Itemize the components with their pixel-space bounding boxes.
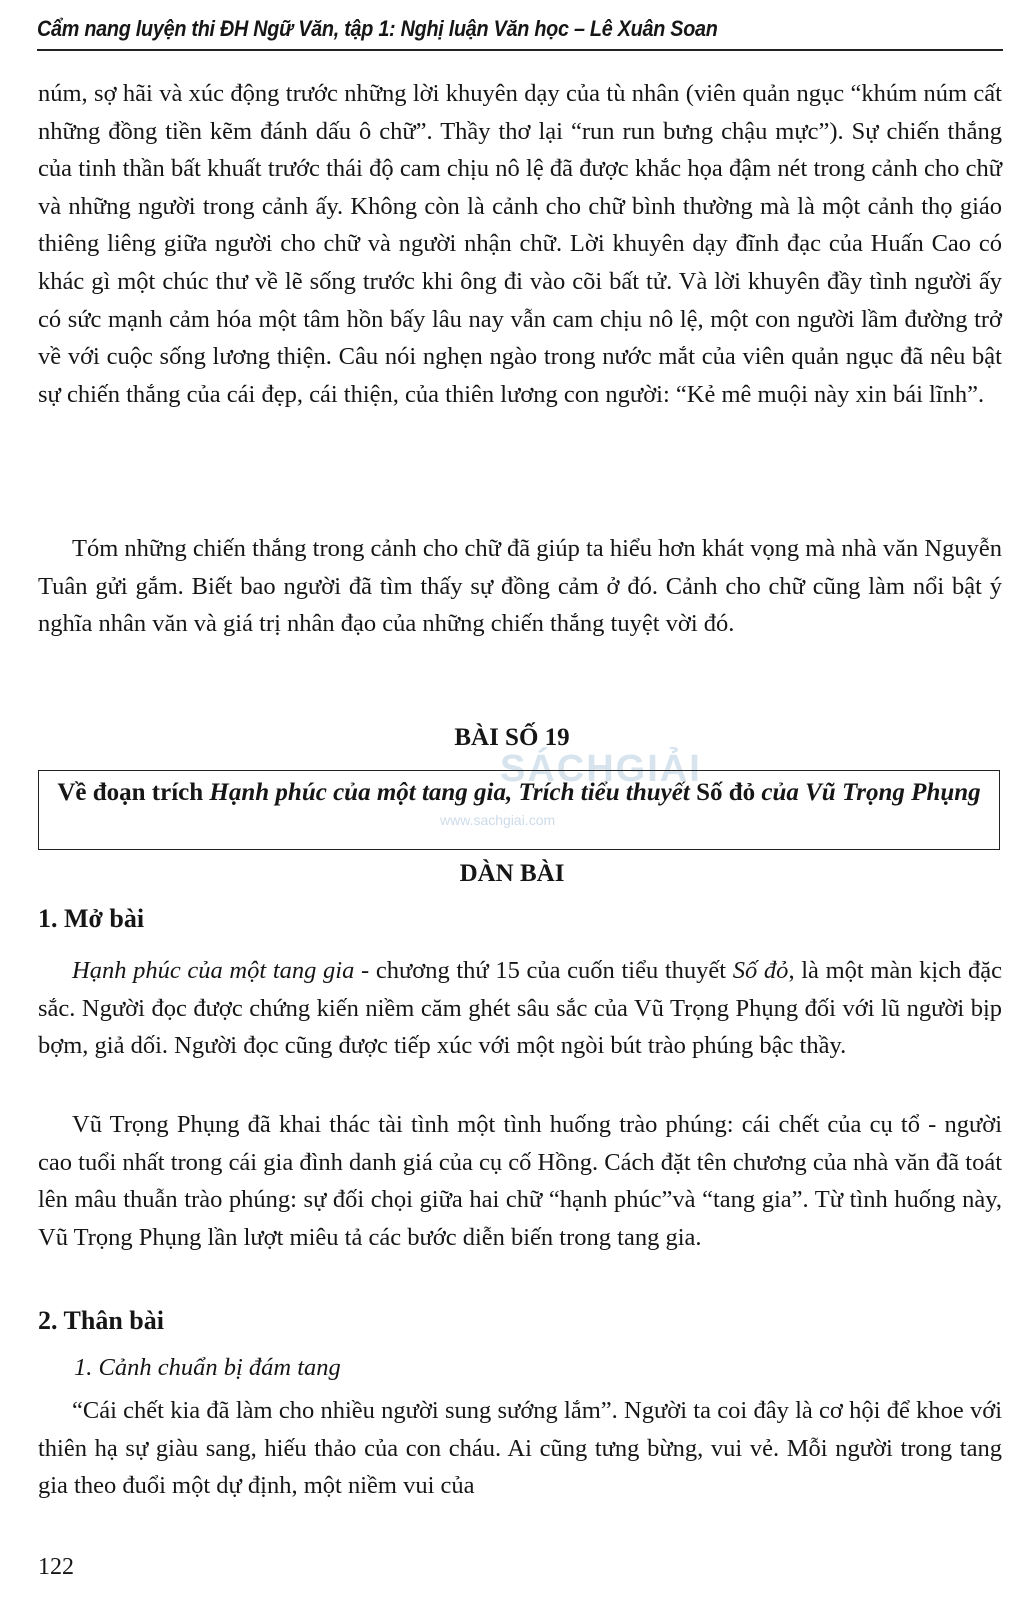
lesson-topic-box — [38, 770, 1000, 850]
subsection-heading: 1. Cảnh chuẩn bị đám tang — [74, 1354, 341, 1381]
topic-work-title: Hạnh phúc của một tang gia, Trích tiểu thuyết — [209, 779, 690, 806]
section-heading-intro: 1. Mở bài — [38, 904, 145, 933]
intro-text-a: - chương thứ 15 của cuốn tiểu thuyết — [354, 957, 733, 984]
watermark-url: www.sachgiai.com — [440, 812, 556, 828]
novel-title: Số đỏ — [732, 957, 789, 984]
paragraph-conclusion: Tóm những chiến thắng trong cảnh cho chữ đã giúp ta hiểu hơn khát vọng mà nhà văn Nguyễn Tuân gửi gắm. Biết bao người đã tìm thấy sự đồng cảm ở đó. Cảnh cho chữ cũng làm nổi bật ý nghĩa nhân văn và giá trị nhân đạo của những chiến thắng tuyệt vời đó. — [38, 535, 1002, 638]
section-heading-body: 2. Thân bài — [38, 1306, 164, 1335]
lesson-title: BÀI SỐ 19 — [454, 724, 570, 751]
paragraph-intro-1 — [38, 952, 1002, 1065]
topic-author: của Vũ Trọng Phụng — [761, 779, 981, 806]
paragraph-intro-2: Vũ Trọng Phụng đã khai thác tài tình một tình huống trào phúng: cái chết của cụ tổ - người cao tuổi nhất trong cái gia đình danh giá của cụ cố Hồng. Cách đặt tên chương của nhà văn đã toát lên mâu thuẫn trào phúng: sự đối chọi giữa hai chữ “hạnh phúc”và “tang gia”. Từ tình huống này, Vũ Trọng Phụng lần lượt miêu tả các bước diễn biến trong tang gia. — [38, 1111, 1002, 1251]
outline-title: DÀN BÀI — [459, 860, 565, 887]
page-number: 122 — [38, 1554, 74, 1580]
topic-prefix: Về đoạn trích — [57, 779, 210, 806]
paragraph-continued: núm, sợ hãi và xúc động trước những lời khuyên dạy của tù nhân (viên quản ngục “khúm núm cất những đồng tiền kẽm đánh dấu ô chữ”. Thầy thơ lại “run run bưng chậu mực”). Sự chiến thắng của tinh thần bất khuất trước thái độ cam chịu nô lệ đã được khắc họa đậm nét trong cảnh cho chữ và những người trong cảnh ấy. Không còn là cảnh cho chữ bình thường mà là một cảnh thọ giáo thiêng liêng giữa người cho chữ và người nhận chữ. Lời khuyên dạy đĩnh đạc của Huấn Cao có khác gì một chúc thư về lẽ sống trước khi ông đi vào cõi bất tử. Và lời khuyên đầy tình người ấy có sức mạnh cảm hóa một tâm hồn bấy lâu nay vẫn cam chịu nô lệ, một con người lầm đường trở về với cuộc sống lương thiện. Câu nói nghẹn ngào trong nước mắt của viên quản ngục đã nêu bật sự chiến thắng của cái đẹp, cái thiện, của thiên lương con người: “Kẻ mê muội này xin bái lĩnh”. — [38, 80, 1002, 408]
work-title: Hạnh phúc của một tang gia — [72, 957, 355, 984]
intro-text-b: , là một màn kịch đặc sắc. Người đọc được chứng kiến niềm căm ghét sâu sắc của Vũ Trọng Phụng đối với lũ người bịp bợm, giả dối. Người đọc cũng được tiếp xúc với một ngòi bút trào phúng bậc thầy. — [38, 957, 1003, 1060]
running-header: Cẩm nang luyện thi ĐH Ngữ Văn, tập 1: Nghị luận Văn học – Lê Xuân Soan — [37, 16, 718, 41]
topic-novel-title: Số đỏ — [689, 779, 762, 806]
paragraph-body-1: “Cái chết kia đã làm cho nhiều người sung sướng lắm”. Người ta coi đây là cơ hội để khoe với thiên hạ sự giàu sang, hiếu thảo của con cháu. Ai cũng tưng bừng, vui vẻ. Mỗi người trong tang gia theo đuổi một dự định, một niềm vui của — [38, 1397, 1002, 1500]
watermark-logo: SÁCHGIẢI — [500, 748, 702, 790]
header-divider — [37, 49, 1003, 51]
